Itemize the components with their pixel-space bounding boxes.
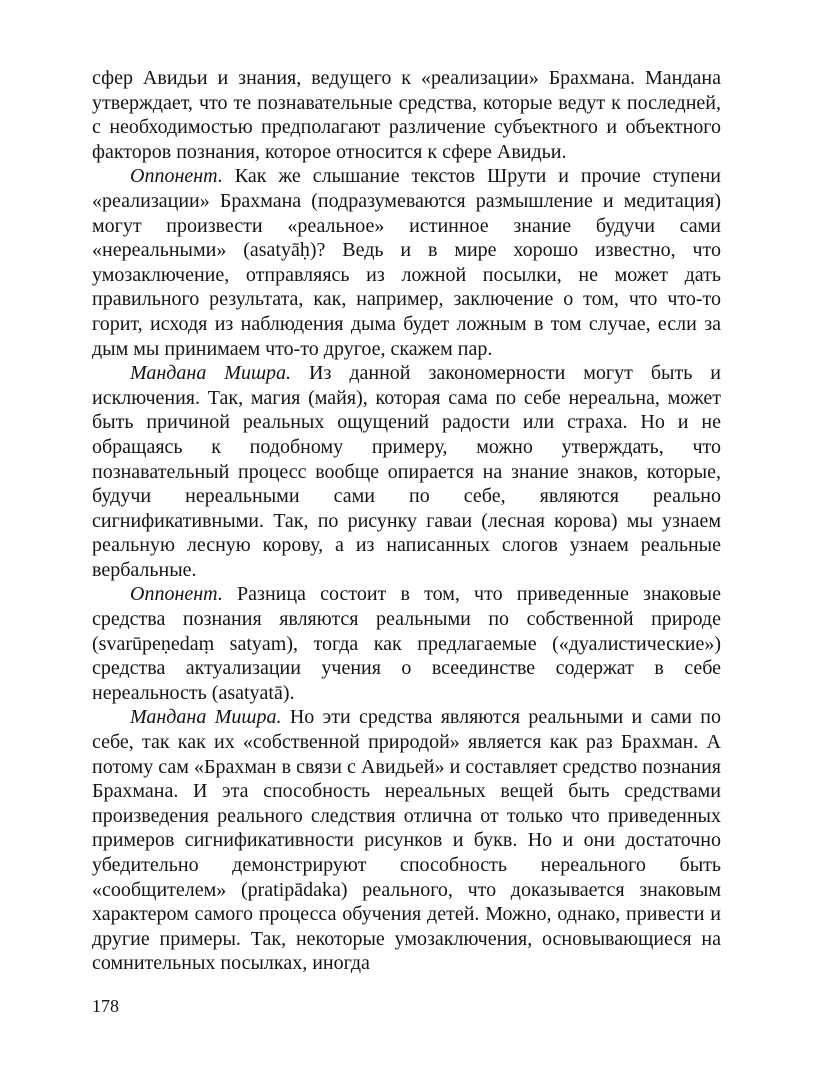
paragraph-4-text: Разница состоит в том, что приведенные знаковые средства познания являются реальными по собственной природе (svarūpeṇedaṃ satyam), тогда как предлагаемые («дуалистические») средства актуализации учения о всеединстве содержат в себе нереальность (asatyatā). [92,583,721,704]
paragraph-1 [92,66,721,164]
speaker-mandana-mishra: Мандана Мишра. [130,362,292,385]
paragraph-3 [92,361,721,582]
speaker-mandana-mishra: Мандана Мишра. [130,706,282,729]
paragraph-5 [92,705,721,976]
paragraph-2-text: Как же слышание текстов Шрути и прочие ступени «реализации» Брахмана (подразумеваются размышление и медитация) могут произвести «реальное» истинное знание будучи сами «нереальными» (asatyāḥ)? Ведь и в мире хорошо известно, что умозаключение, отправляясь из ложной посылки, не может дать правильного результата, как, например, заключение о том, что что-то горит, исходя из наблюдения дыма будет ложным в том случае, если за дым мы принимаем что-то другое, скажем пар. [92,165,721,360]
paragraph-4 [92,582,721,705]
page-number: 178 [92,996,119,1016]
body-text [92,66,721,976]
paragraph-3-text: Из данной закономерности могут быть и исключения. Так, магия (майя), которая сама по себе нереальна, может быть причиной реальных ощущений радости или страха. Но и не обращаясь к подобному примеру, можно утверждать, что познавательный процесс вообще опирается на знание знаков, которые, будучи нереальными сами по себе, являются реально сигнификативными. Так, по рисунку гаваи (лесная корова) мы узнаем реальную лесную корову, а из написанных слогов узнаем реальные вербальные. [92,362,721,581]
paragraph-5-text: Но эти средства являются реальными и сами по себе, так как их «собственной природой» является как раз Брахман. А потому сам «Брахман в связи с Авидьей» и составляет средство познания Брахмана. И эта способность нереальных вещей быть средствами произведения реального следствия отлична от только что приведенных примеров сигнификативности рисунков и букв. Но и они достаточно убедительно демонстрируют способность нереального быть «сообщителем» (pratipādaka) реального, что доказывается знаковым характером самого процесса обучения детей. Можно, однако, привести и другие примеры. Так, некоторые умозаключения, основывающиеся на сомнительных посылках, иногда [92,706,721,975]
paragraph-1-text: сфер Авидьи и знания, ведущего к «реализации» Брахмана. Мандана утверждает, что те познавательные средства, которые ведут к последней, с необходимостью предполагают различение субъектного и объектного факторов познания, которое относится к сфере Авидьи. [92,67,721,163]
speaker-opponent: Оппонент. [130,165,223,188]
speaker-opponent: Оппонент. [130,583,223,606]
paragraph-2 [92,164,721,361]
